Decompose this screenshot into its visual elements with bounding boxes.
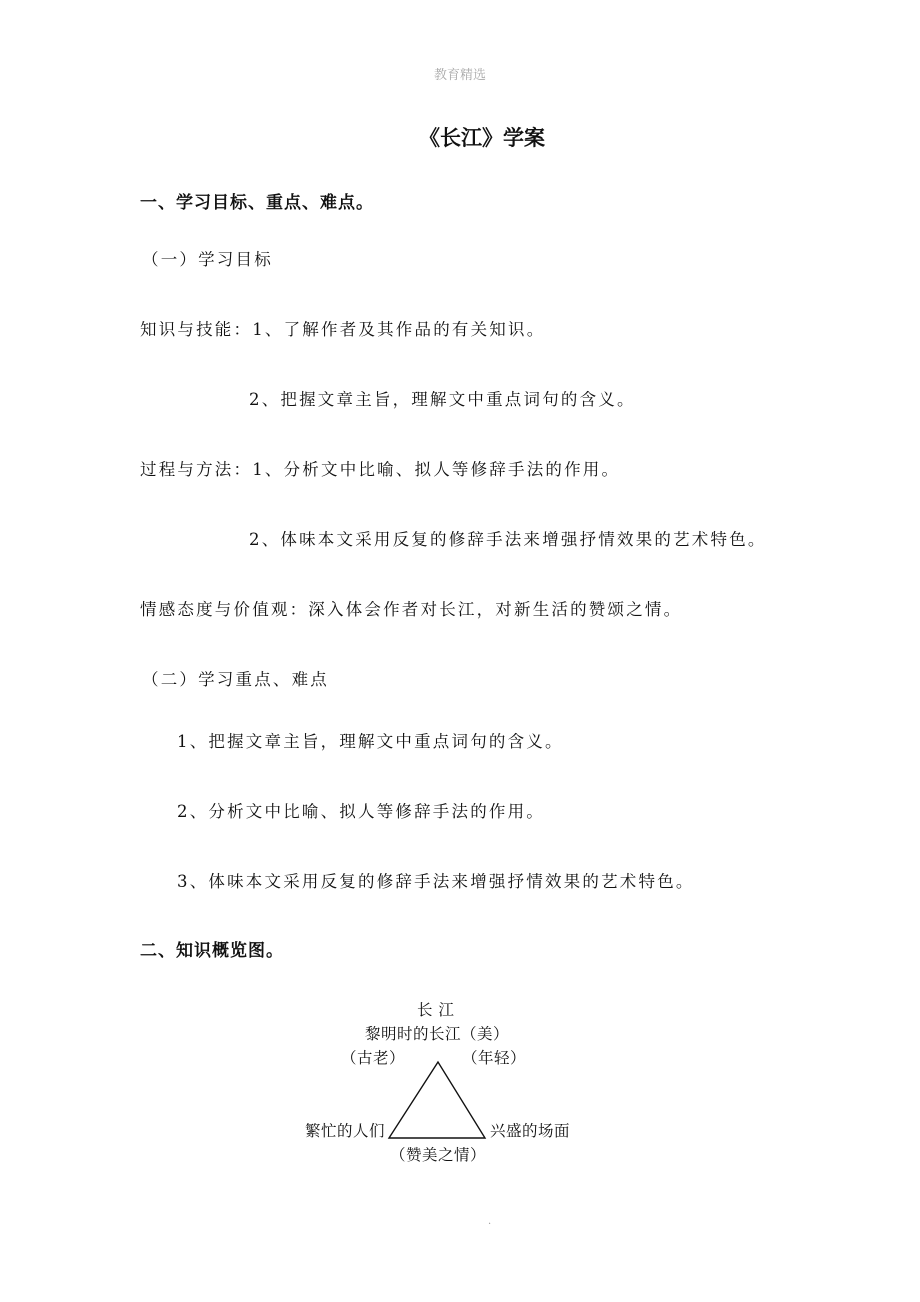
key-point-1: 1、把握文章主旨，理解文中重点词句的含义。	[177, 732, 564, 751]
section-2-heading: 二、知识概览图。	[140, 941, 284, 961]
key-point-2: 2、分析文中比喻、拟人等修辞手法的作用。	[177, 802, 545, 821]
subheading-goals: （一）学习目标	[142, 250, 273, 269]
knowledge-line-2: 2、把握文章主旨，理解文中重点词句的含义。	[249, 390, 636, 409]
diagram-left-label: 繁忙的人们	[305, 1122, 386, 1140]
document-title: 《长江》学案	[419, 125, 545, 150]
process-line-2: 2、体味本文采用反复的修辞手法来增强抒情效果的艺术特色。	[249, 530, 767, 549]
section-1-heading: 一、学习目标、重点、难点。	[140, 193, 374, 213]
diagram-bottom-label: （赞美之情）	[390, 1146, 487, 1164]
diagram-subtitle: 黎明时的长江（美）	[365, 1025, 510, 1043]
subheading-key-points: （二）学习重点、难点	[142, 670, 329, 689]
diagram-right-top-label: （年轻）	[462, 1049, 527, 1067]
diagram-right-label: 兴盛的场面	[490, 1122, 571, 1140]
watermark: 教育精选	[433, 68, 486, 83]
footer-mark: .	[488, 1216, 492, 1227]
triangle-shape	[389, 1062, 485, 1138]
emotion-line: 情感态度与价值观：深入体会作者对长江，对新生活的赞颂之情。	[140, 600, 683, 619]
diagram-top-label: 长 江	[417, 1001, 455, 1019]
diagram-left-top-label: （古老）	[341, 1049, 406, 1067]
knowledge-line-1: 知识与技能：1、了解作者及其作品的有关知识。	[140, 320, 546, 339]
key-point-3: 3、体味本文采用反复的修辞手法来增强抒情效果的艺术特色。	[177, 872, 695, 891]
process-line-1: 过程与方法：1、分析文中比喻、拟人等修辞手法的作用。	[140, 460, 621, 479]
diagram-triangle	[385, 1058, 489, 1142]
